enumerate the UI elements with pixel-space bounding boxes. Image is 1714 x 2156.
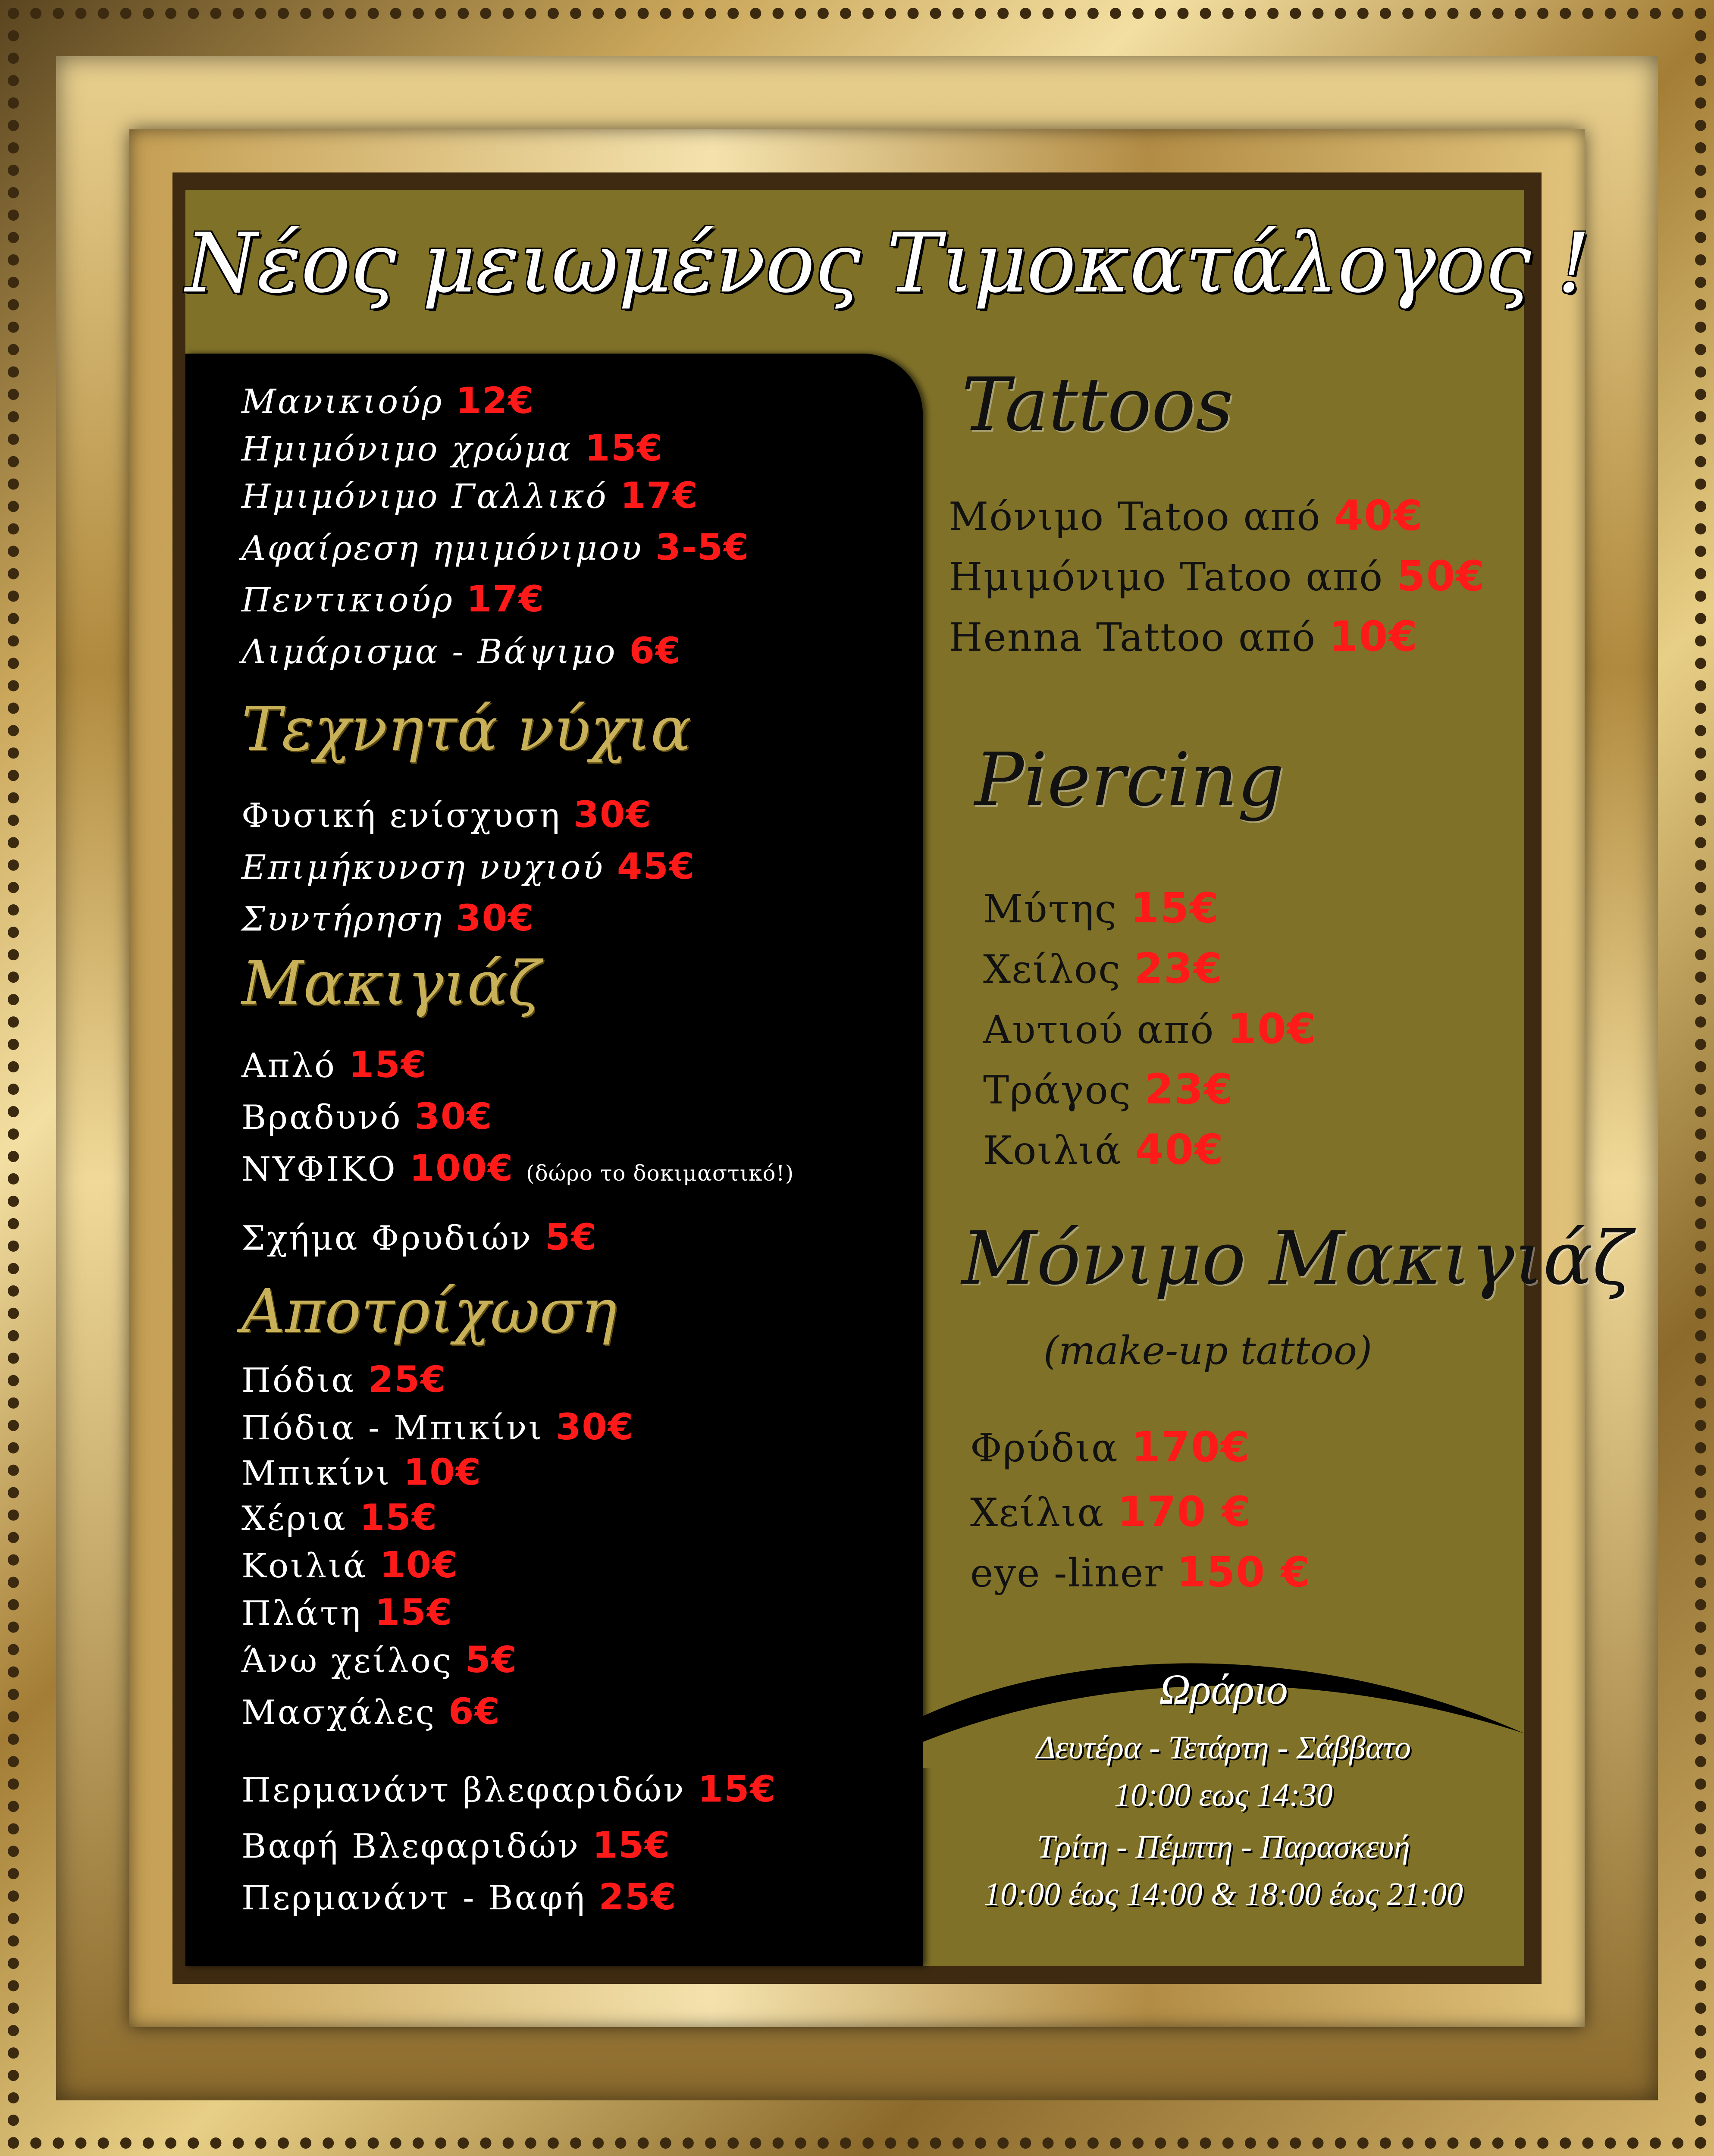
list-item: Περμανάντ - Βαφή 25€ xyxy=(241,1876,677,1918)
list-item: Μύτης 15€ xyxy=(983,884,1219,932)
list-item: Πόδια 25€ xyxy=(241,1358,447,1401)
list-item: Πλάτη 15€ xyxy=(241,1591,453,1633)
list-item: Χείλια 170 € xyxy=(970,1488,1252,1536)
list-item: Λιμάρισμα - Βάψιμο 6€ xyxy=(241,630,682,672)
section-subtitle-makeup-tattoo: (make-up tattoo) xyxy=(1043,1328,1372,1373)
section-title-artificial-nails: Τεχνητά νύχια xyxy=(241,694,692,765)
list-item: Μανικιούρ 12€ xyxy=(241,379,534,422)
list-item: Άνω χείλος 5€ xyxy=(241,1639,518,1681)
list-item: eye -liner 150 € xyxy=(970,1548,1311,1596)
schedule-days-1: Δευτέρα - Τετάρτη - Σάββατο xyxy=(1036,1730,1411,1766)
list-item: Μασχάλες 6€ xyxy=(241,1690,501,1733)
list-item: Μόνιμο Tatoo από 40€ xyxy=(949,492,1423,540)
list-item: Henna Tattoo από 10€ xyxy=(949,612,1419,661)
list-item: Ημιμόνιμο Γαλλικό 17€ xyxy=(241,474,699,517)
list-item: Χείλος 23€ xyxy=(983,944,1223,993)
list-item: Χέρια 15€ xyxy=(241,1496,438,1539)
list-item: Τράγος 23€ xyxy=(983,1065,1234,1113)
list-item: Πόδια - Μπικίνι 30€ xyxy=(241,1406,634,1448)
list-item: Ημιμόνιμο χρώμα 15€ xyxy=(241,427,663,469)
schedule-title: Ωράριο xyxy=(1159,1665,1288,1713)
list-item: Πεντικιούρ 17€ xyxy=(241,578,545,620)
list-item: Αφαίρεση ημιμόνιμου 3-5€ xyxy=(241,526,750,568)
page-title: Νέος μειωμένος Τιμοκατάλογος ! xyxy=(185,216,1590,311)
list-item: Αυτιού από 10€ xyxy=(983,1005,1317,1053)
list-item: Απλό 15€ xyxy=(241,1044,427,1086)
section-title-tattoos: Tattoos xyxy=(962,362,1234,448)
schedule-hours-1: 10:00 εως 14:30 xyxy=(1114,1777,1333,1813)
section-title-waxing: Αποτρίχωση xyxy=(241,1276,617,1347)
list-item: Σχήμα Φρυδιών 5€ xyxy=(241,1216,597,1258)
schedule-hours-2: 10:00 έως 14:00 & 18:00 έως 21:00 xyxy=(984,1876,1463,1912)
list-item: ΝΥΦΙΚΟ 100€ (δώρο το δοκιμαστικό!) xyxy=(241,1147,794,1189)
list-item: Περμανάντ βλεφαριδών 15€ xyxy=(241,1768,776,1810)
section-title-makeup: Μακιγιάζ xyxy=(241,949,541,1019)
list-item: Επιμήκυνση νυχιού 45€ xyxy=(241,845,696,887)
list-item: Συντήρηση 30€ xyxy=(241,897,534,939)
list-item: Κοιλιά 10€ xyxy=(241,1544,458,1586)
schedule-days-2: Τρίτη - Πέμπτη - Παρασκευή xyxy=(1037,1829,1410,1865)
list-item: Κοιλιά 40€ xyxy=(983,1125,1224,1174)
list-item: Βαφή Βλεφαριδών 15€ xyxy=(241,1824,671,1866)
section-title-permanent-makeup: Μόνιμο Μακιγιάζ xyxy=(962,1216,1633,1301)
list-item: Φρύδια 170€ xyxy=(970,1423,1250,1471)
list-item: Βραδυνό 30€ xyxy=(241,1095,493,1138)
section-title-piercing: Piercing xyxy=(975,737,1285,823)
list-item: Μπικίνι 10€ xyxy=(241,1451,482,1493)
list-item: Φυσική ενίσχυση 30€ xyxy=(241,793,652,836)
price-board xyxy=(185,190,1633,1966)
list-item: Ημιμόνιμο Tatoo από 50€ xyxy=(949,552,1486,600)
